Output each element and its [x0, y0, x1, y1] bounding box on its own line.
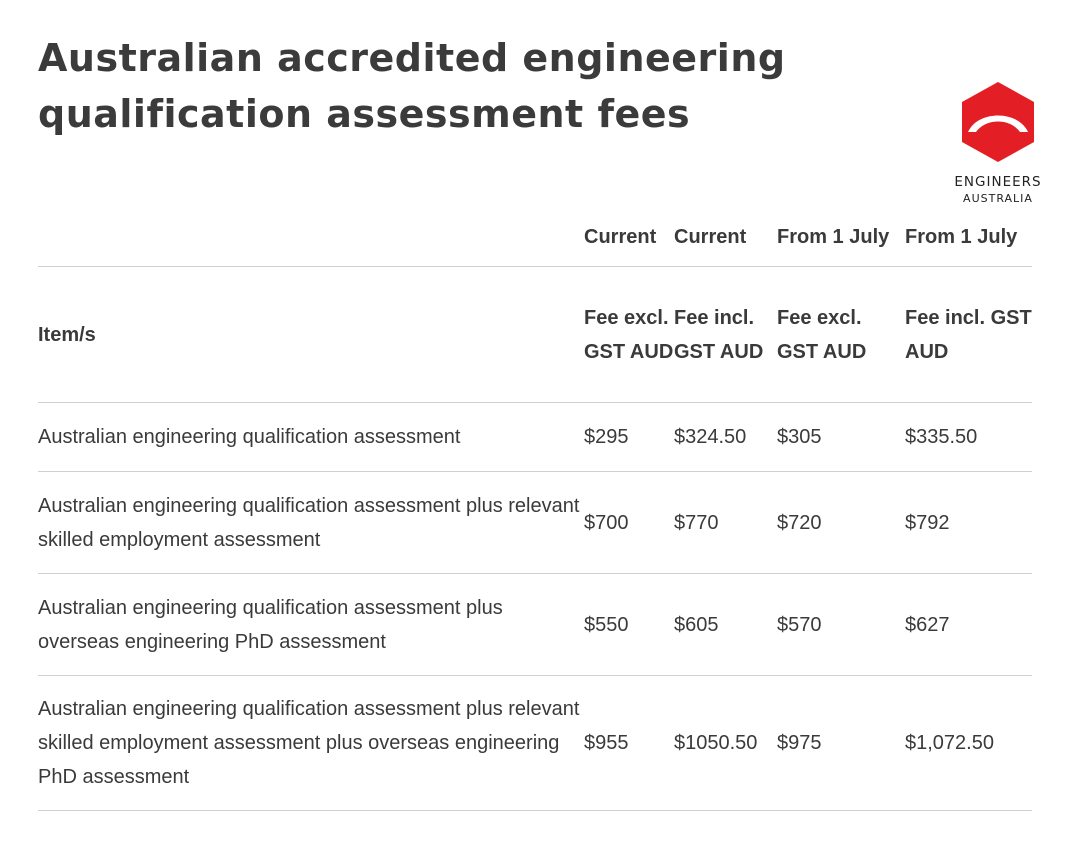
fee-cell: $295 [584, 403, 674, 472]
fee-cell: $605 [674, 574, 777, 676]
fee-cell: $700 [584, 472, 674, 574]
engineers-australia-logo [944, 80, 1052, 205]
page-title: Australian accredited engineering qualification assessment fees [38, 36, 786, 136]
fee-label-header-row [38, 267, 1032, 403]
fee-cell: $627 [905, 574, 1032, 676]
fee-cell: $335.50 [905, 403, 1032, 472]
period-header-empty [38, 208, 584, 267]
fee-column-header: Fee excl. GST AUD [777, 267, 905, 403]
fee-column-header: Fee incl. GST AUD [905, 267, 1032, 403]
fee-cell: $1,072.50 [905, 676, 1032, 811]
item-cell: Australian engineering qualification assessment plus relevant skilled employment assessment [38, 472, 584, 574]
fee-cell: $550 [584, 574, 674, 676]
fee-cell: $324.50 [674, 403, 777, 472]
item-cell: Australian engineering qualification assessment [38, 403, 584, 472]
fees-table [38, 208, 1032, 811]
period-header: From 1 July [777, 208, 905, 267]
period-header: Current [584, 208, 674, 267]
period-header: Current [674, 208, 777, 267]
item-column-header: Item/s [38, 267, 584, 403]
item-cell: Australian engineering qualification assessment plus overseas engineering PhD assessment [38, 574, 584, 676]
fee-column-header: Fee incl. GST AUD [674, 267, 777, 403]
table-row [38, 472, 1032, 574]
table-row [38, 403, 1032, 472]
fee-cell: $792 [905, 472, 1032, 574]
fee-cell: $1050.50 [674, 676, 777, 811]
fee-cell: $570 [777, 574, 905, 676]
fee-cell: $720 [777, 472, 905, 574]
fee-cell: $975 [777, 676, 905, 811]
logo-text-line2: AUSTRALIA [963, 192, 1033, 205]
fee-cell: $955 [584, 676, 674, 811]
hexagon-logo-icon [960, 80, 1036, 164]
logo-text-line1: ENGINEERS [954, 174, 1042, 190]
fee-cell: $305 [777, 403, 905, 472]
table-row [38, 574, 1032, 676]
period-header: From 1 July [905, 208, 1032, 267]
fee-cell: $770 [674, 472, 777, 574]
table-row [38, 676, 1032, 811]
fee-column-header: Fee excl. GST AUD [584, 267, 674, 403]
period-header-row [38, 208, 1032, 267]
item-cell: Australian engineering qualification assessment plus relevant skilled employment assessment plus overseas engineering PhD assessment [38, 676, 584, 811]
